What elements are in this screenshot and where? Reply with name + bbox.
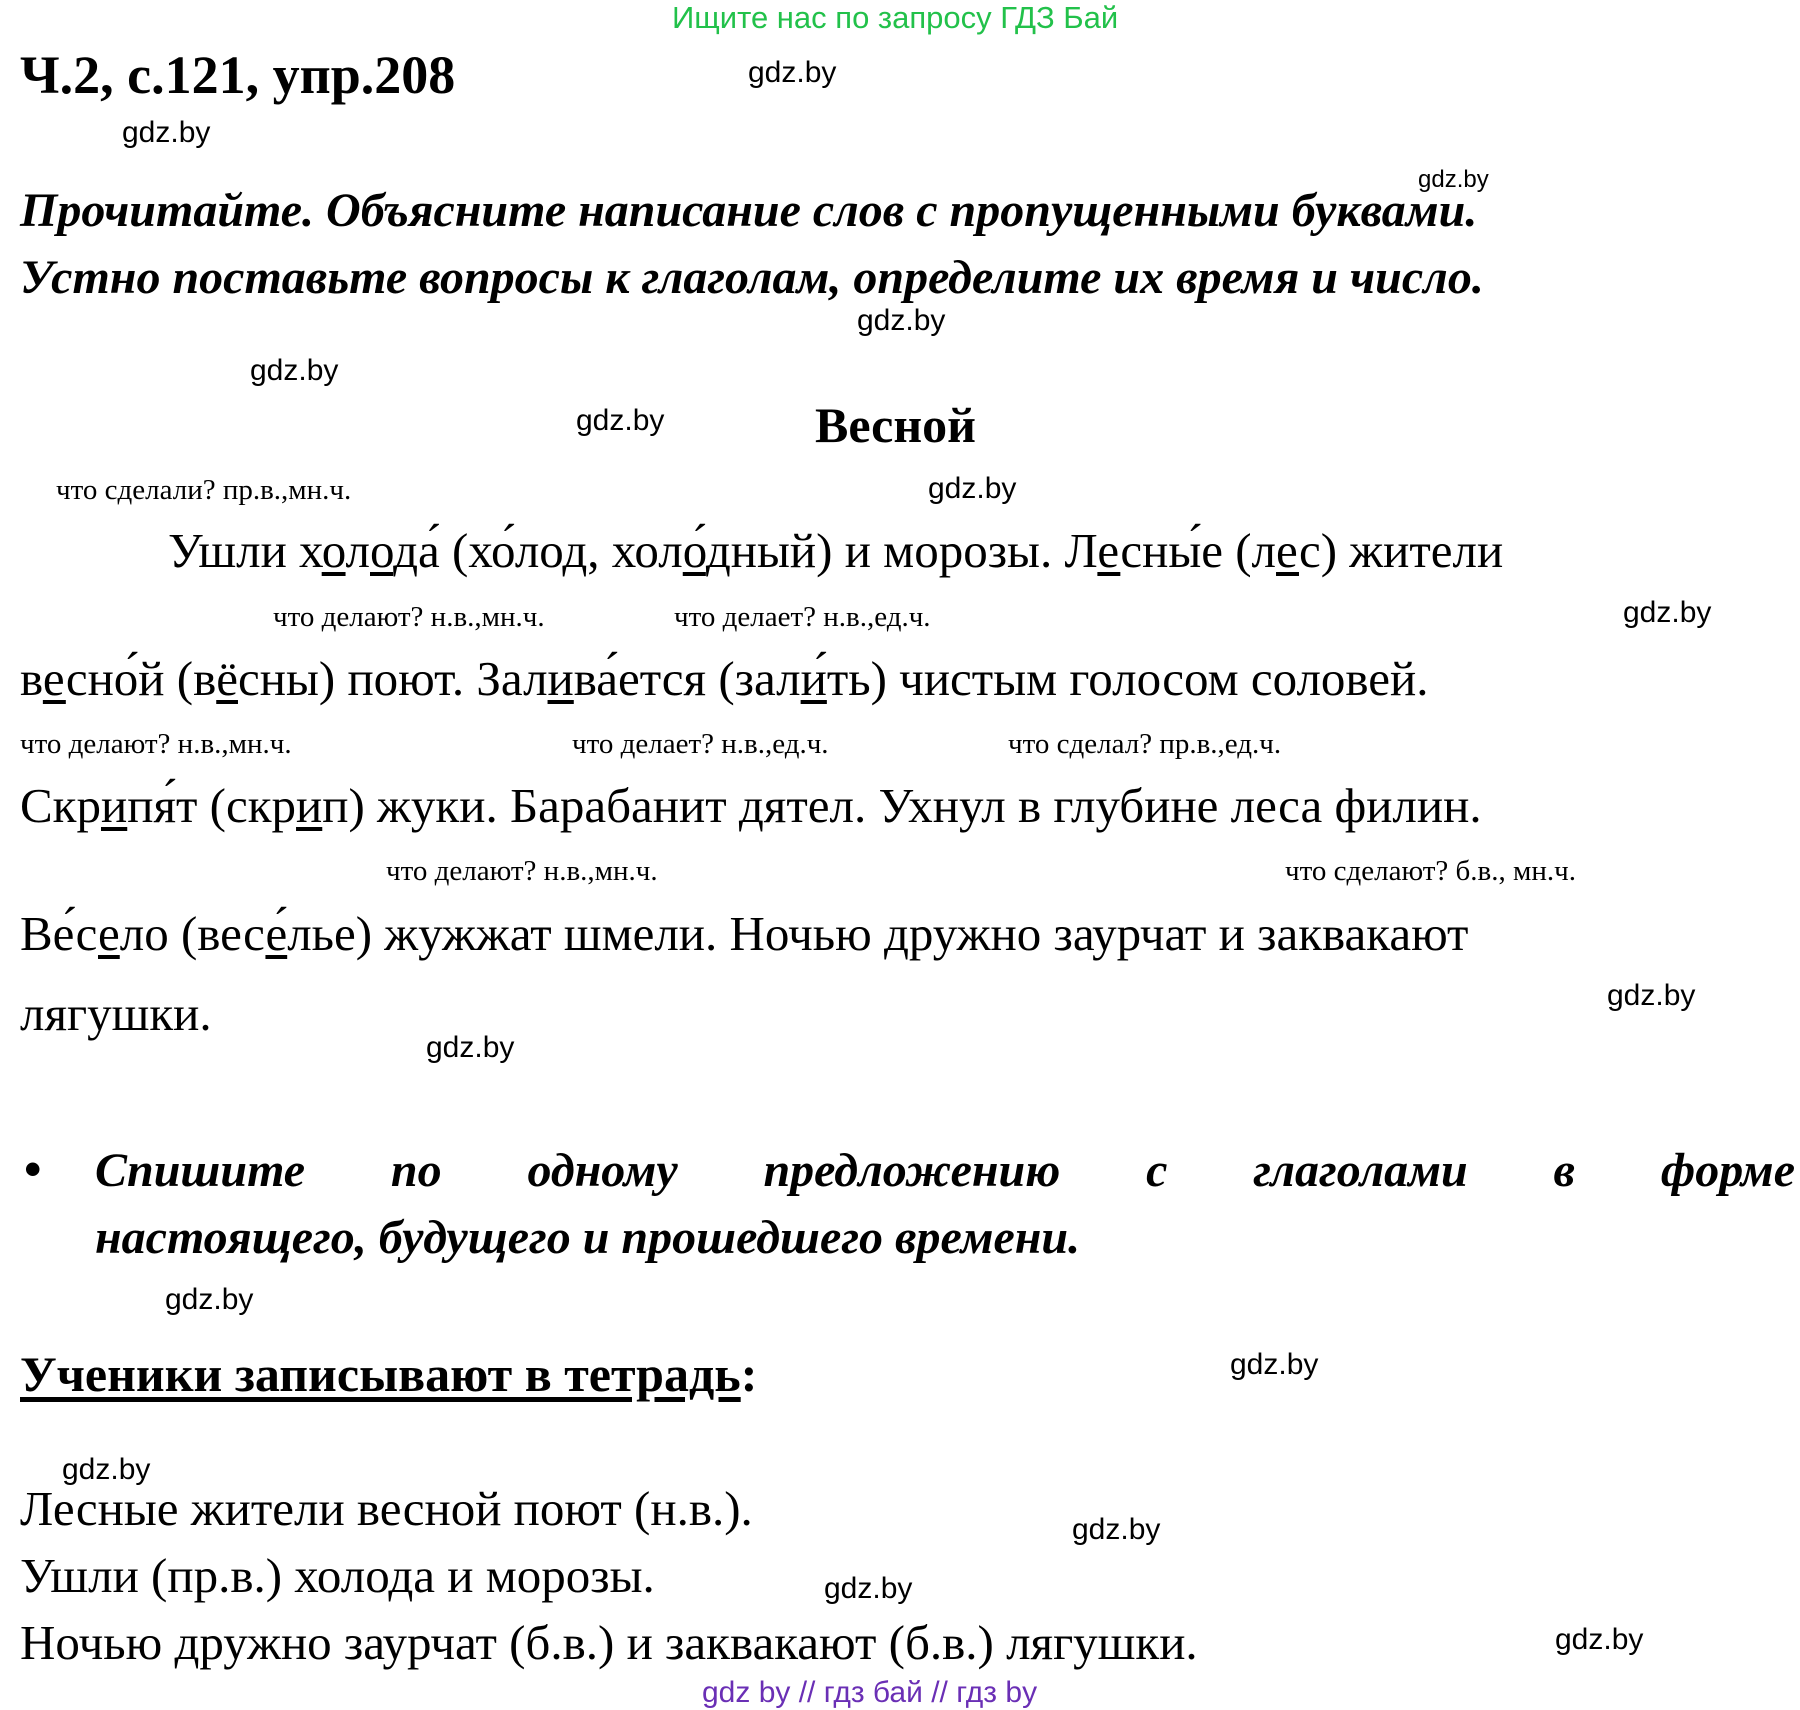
grammar-note: что делают? н.в.,мн.ч. bbox=[273, 601, 545, 633]
grammar-note: что делает? н.в.,ед.ч. bbox=[572, 728, 829, 760]
text-line-3: Скрипя́т (скрип) жуки. Барабанит дятел. Ухнул в глубине леса филин. bbox=[20, 778, 1482, 833]
grammar-note: что делают? н.в.,мн.ч. bbox=[386, 855, 658, 887]
grammar-note: что делает? н.в.,ед.ч. bbox=[674, 601, 931, 633]
answer-line: Лесные жители весной поют (н.в.). bbox=[20, 1481, 753, 1536]
page-title: Ч.2, с.121, упр.208 bbox=[20, 45, 456, 105]
top-banner: Ищите нас по запросу ГДЗ Бай bbox=[672, 0, 1119, 35]
watermark: gdz.by bbox=[165, 1283, 254, 1316]
grammar-note: что делают? н.в.,мн.ч. bbox=[20, 728, 292, 760]
watermark: gdz.by bbox=[250, 354, 339, 387]
watermark: gdz.by bbox=[122, 116, 211, 149]
watermark: gdz.by bbox=[748, 56, 837, 89]
watermark: gdz.by bbox=[426, 1031, 515, 1064]
grammar-note: что сделали? пр.в.,мн.ч. bbox=[56, 474, 352, 506]
bullet-task-line-1: Спишите по одному предложению с глаголами в форме bbox=[95, 1144, 1795, 1197]
watermark: gdz.by bbox=[1418, 166, 1489, 193]
grammar-note: что сделал? пр.в.,ед.ч. bbox=[1008, 728, 1282, 760]
watermark: gdz.by bbox=[1072, 1513, 1161, 1546]
watermark: gdz.by bbox=[1555, 1623, 1644, 1656]
text-line-2: весно́й (вёсны) поют. Залива́ется (зали́ть) чистым голосом соловей. bbox=[20, 651, 1429, 706]
watermark: gdz.by bbox=[928, 472, 1017, 505]
watermark: gdz.by bbox=[1230, 1348, 1319, 1381]
grammar-note: что сделают? б.в., мн.ч. bbox=[1285, 855, 1576, 887]
text-line-5: лягушки. bbox=[20, 986, 212, 1041]
bullet-marker: • bbox=[24, 1141, 42, 1197]
answer-heading bbox=[20, 1345, 757, 1403]
text-line-4: Ве́село (весе́лье) жужжат шмели. Ночью дружно заурчат и заквакают bbox=[20, 906, 1469, 961]
watermark: gdz.by bbox=[1607, 979, 1696, 1012]
watermark: gdz.by bbox=[824, 1572, 913, 1605]
bullet-task-line-2: настоящего, будущего и прошедшего времени. bbox=[95, 1211, 1081, 1264]
answer-line: Ушли (пр.в.) холода и морозы. bbox=[20, 1548, 655, 1603]
footer-links: gdz by // гдз бай // гдз by bbox=[702, 1676, 1038, 1709]
watermark: gdz.by bbox=[576, 404, 665, 437]
answer-heading-colon: : bbox=[740, 1346, 758, 1402]
answer-heading-text: Ученики записывают в тетрадь bbox=[20, 1346, 741, 1402]
watermark: gdz.by bbox=[1623, 596, 1712, 629]
task-line-1: Прочитайте. Объясните написание слов с пропущенными буквами. bbox=[20, 184, 1478, 237]
watermark: gdz.by bbox=[62, 1453, 151, 1486]
text-heading: Весной bbox=[815, 397, 976, 453]
text-line-1: Ушли холода́ (хо́лод, холо́дный) и морозы. Лесны́е (лес) жители bbox=[168, 523, 1504, 578]
watermark: gdz.by bbox=[857, 304, 946, 337]
answer-line: Ночью дружно заурчат (б.в.) и заквакают (б.в.) лягушки. bbox=[20, 1615, 1198, 1670]
task-line-2: Устно поставьте вопросы к глаголам, определите их время и число. bbox=[20, 251, 1484, 304]
